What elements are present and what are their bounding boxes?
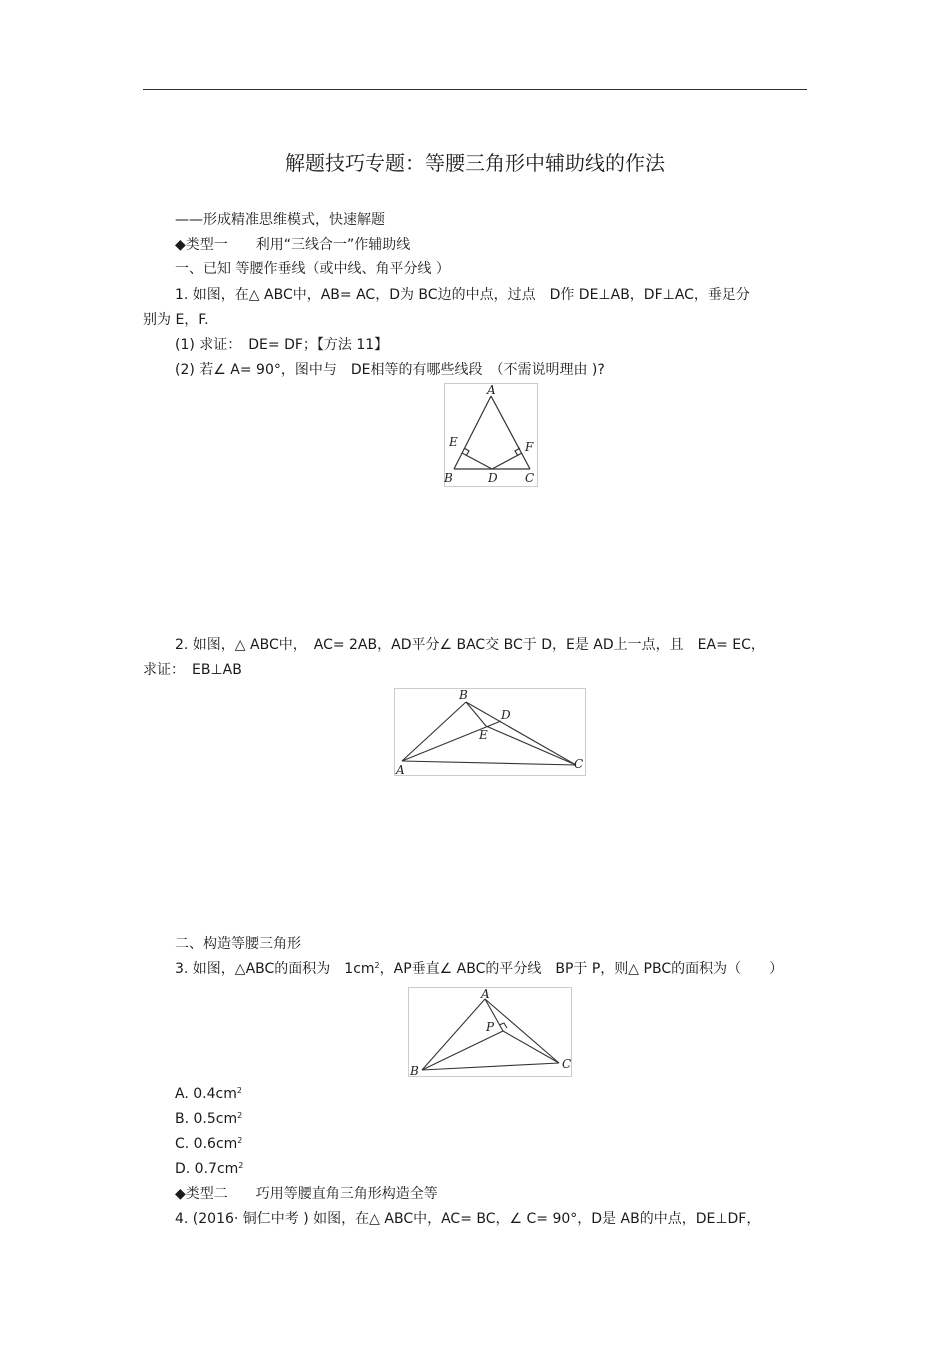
q3-stem-pre: 3. 如图，△ABC的面积为 1cm [175, 961, 375, 977]
q1-line2: 别为 E，F. [143, 312, 209, 328]
q1-part2: (2) 若∠ A= 90°，图中与 DE相等的有哪些线段 （不需说明理由 )? [175, 362, 605, 378]
q3-option-a-text: A. 0.4cm [175, 1086, 237, 1102]
q1-line1: 1. 如图，在△ ABC中，AB= AC，D为 BC边的中点，过点 D作 DE⊥AB，DF⊥AC，垂足分 [175, 287, 750, 303]
q3-option-c[interactable] [175, 1135, 242, 1153]
fig3-label-b: B [410, 1064, 419, 1077]
fig1-label-c: C [525, 471, 535, 485]
q3-option-b[interactable] [175, 1110, 242, 1128]
fig1-label-b: B [444, 471, 453, 485]
fig1-label-a: A [487, 383, 496, 397]
figure-1 [444, 383, 538, 487]
q3-stem-sup: 2 [374, 961, 380, 970]
fig2-label-a: A [396, 763, 405, 776]
section1-heading: 一、已知 等腰作垂线（或中线、角平分线 ） [175, 261, 450, 277]
fig2-label-d: D [501, 708, 511, 722]
fig3-label-p: P [486, 1020, 495, 1034]
q3-option-a[interactable] [175, 1085, 242, 1103]
q3-option-b-text: B. 0.5cm [175, 1111, 238, 1127]
q3-option-c-sup: 2 [237, 1136, 243, 1145]
fig3-label-a: A [481, 987, 490, 1001]
fig1-label-d: D [488, 471, 498, 485]
fig1-label-e: E [449, 435, 458, 449]
q3-option-c-text: C. 0.6cm [175, 1136, 238, 1152]
q3-option-b-sup: 2 [237, 1111, 243, 1120]
figure-2 [394, 688, 586, 776]
q3-stem-post: ，AP垂直∠ ABC的平分线 BP于 P，则△ PBC的面积为（ ） [379, 961, 784, 977]
page-title: 解题技巧专题：等腰三角形中辅助线的作法 [285, 151, 665, 175]
q3-option-d[interactable] [175, 1160, 243, 1178]
type1-heading: ◆类型一 利用“三线合一”作辅助线 [175, 237, 411, 253]
fig2-label-c: C [574, 757, 584, 771]
fig1-label-f: F [525, 440, 534, 454]
q1-part1: (1) 求证： DE= DF；【方法 11】 [175, 337, 389, 353]
q2-line1: 2. 如图，△ ABC中， AC= 2AB，AD平分∠ BAC交 BC于 D，E是 AD上一点，且 EA= EC， [175, 637, 765, 653]
fig3-label-c: C [562, 1057, 572, 1071]
q3-option-d-sup: 2 [238, 1161, 244, 1170]
q3-option-d-text: D. 0.7cm [175, 1161, 239, 1177]
type2-heading: ◆类型二 巧用等腰直角三角形构造全等 [175, 1186, 438, 1202]
subtitle: ——形成精准思维模式，快速解题 [175, 212, 385, 228]
q3-stem [175, 960, 783, 978]
section2-heading: 二、构造等腰三角形 [175, 936, 301, 952]
header-rule [143, 89, 807, 90]
q2-line2: 求证： EB⊥AB [143, 662, 242, 678]
fig2-label-e: E [479, 728, 488, 742]
q3-option-a-sup: 2 [236, 1086, 242, 1095]
figure-3 [408, 987, 572, 1077]
fig2-label-b: B [459, 688, 468, 702]
q4-line1: 4. (2016· 铜仁中考 ) 如图，在△ ABC中，AC= BC，∠ C= 90°，D是 AB的中点，DE⊥DF， [175, 1211, 761, 1227]
